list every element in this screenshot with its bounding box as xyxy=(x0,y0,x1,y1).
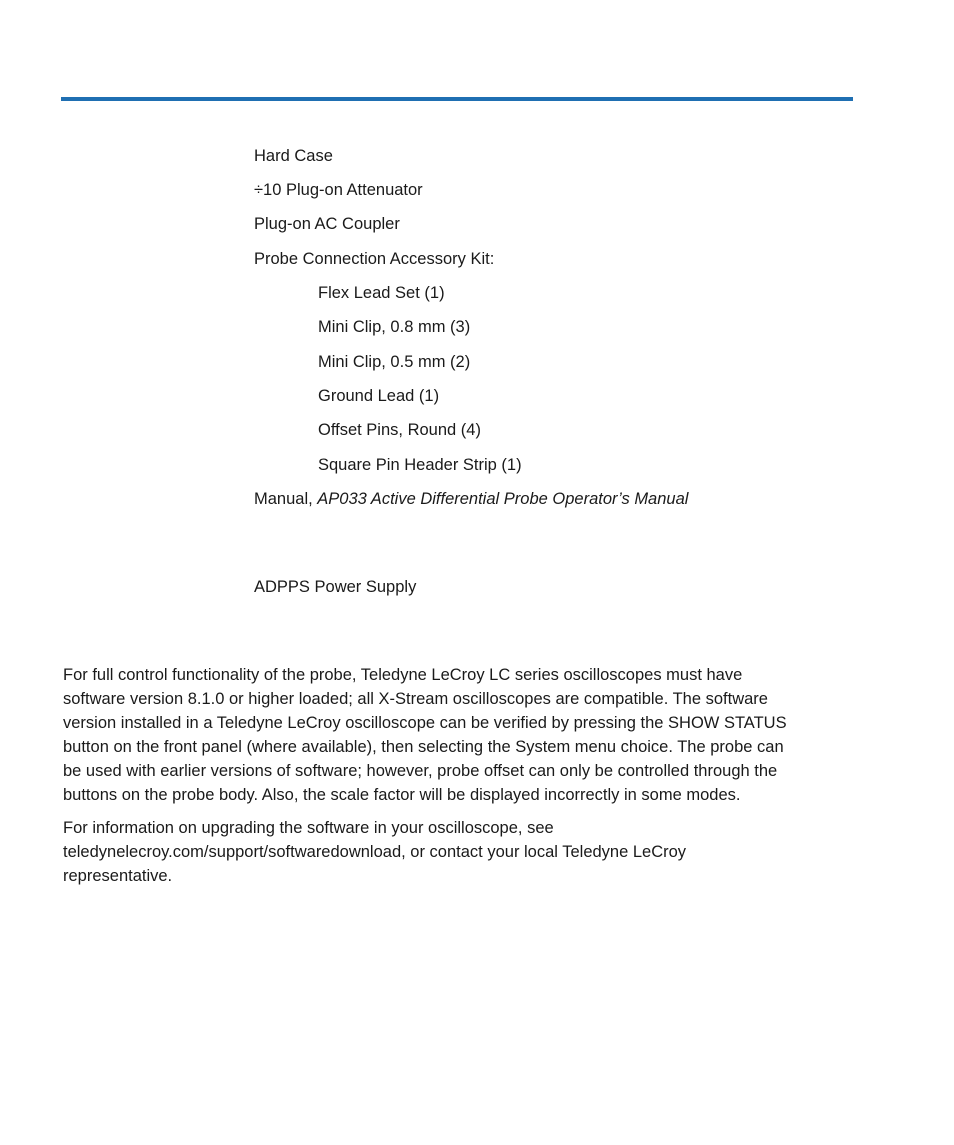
manual-prefix: Manual, xyxy=(254,490,318,508)
paragraph-line: For full control functionality of the probe, Teledyne LeCroy LC series oscilloscopes must have xyxy=(63,666,743,684)
kit-item-mini-clip-08: Mini Clip, 0.8 mm (3) xyxy=(318,318,471,336)
kit-item-flex-lead: Flex Lead Set (1) xyxy=(318,284,445,302)
compatibility-paragraph-1 xyxy=(63,663,855,807)
paragraph-line: buttons on the probe body. Also, the scale factor will be displayed incorrectly in some modes. xyxy=(63,786,741,804)
optional-item-power-supply: ADPPS Power Supply xyxy=(254,578,417,596)
kit-item-mini-clip-05: Mini Clip, 0.5 mm (2) xyxy=(318,353,471,371)
accessory-item-connection-kit: Probe Connection Accessory Kit: xyxy=(254,250,495,268)
software-download-link-text: teledynelecroy.com/support/softwaredownload, or contact your local Teledyne LeCroy xyxy=(63,843,687,861)
kit-item-offset-pins: Offset Pins, Round (4) xyxy=(318,421,481,439)
paragraph-line: button on the front panel (where available), then selecting the System menu choice. The probe can xyxy=(63,738,784,756)
accessory-item-hard-case: Hard Case xyxy=(254,147,333,165)
paragraph-line: representative. xyxy=(63,867,173,885)
paragraph-line: version installed in a Teledyne LeCroy oscilloscope can be verified by pressing the SHOW STATUS xyxy=(63,714,787,732)
compatibility-paragraph-2 xyxy=(63,816,855,888)
manual-title: AP033 Active Differential Probe Operator’s Manual xyxy=(317,490,689,508)
paragraph-line: be used with earlier versions of software; however, probe offset can only be controlled through the xyxy=(63,762,778,780)
kit-item-header-strip: Square Pin Header Strip (1) xyxy=(318,456,522,474)
paragraph-line: For information on upgrading the software in your oscilloscope, see xyxy=(63,819,554,837)
kit-item-ground-lead: Ground Lead (1) xyxy=(318,387,440,405)
accessory-item-attenuator: ÷10 Plug-on Attenuator xyxy=(254,181,423,199)
accessory-item-ac-coupler: Plug-on AC Coupler xyxy=(254,215,400,233)
header-rule xyxy=(61,97,853,101)
paragraph-line: software version 8.1.0 or higher loaded; all X-Stream oscilloscopes are compatible. The software xyxy=(63,690,768,708)
accessory-item-manual xyxy=(254,489,688,509)
